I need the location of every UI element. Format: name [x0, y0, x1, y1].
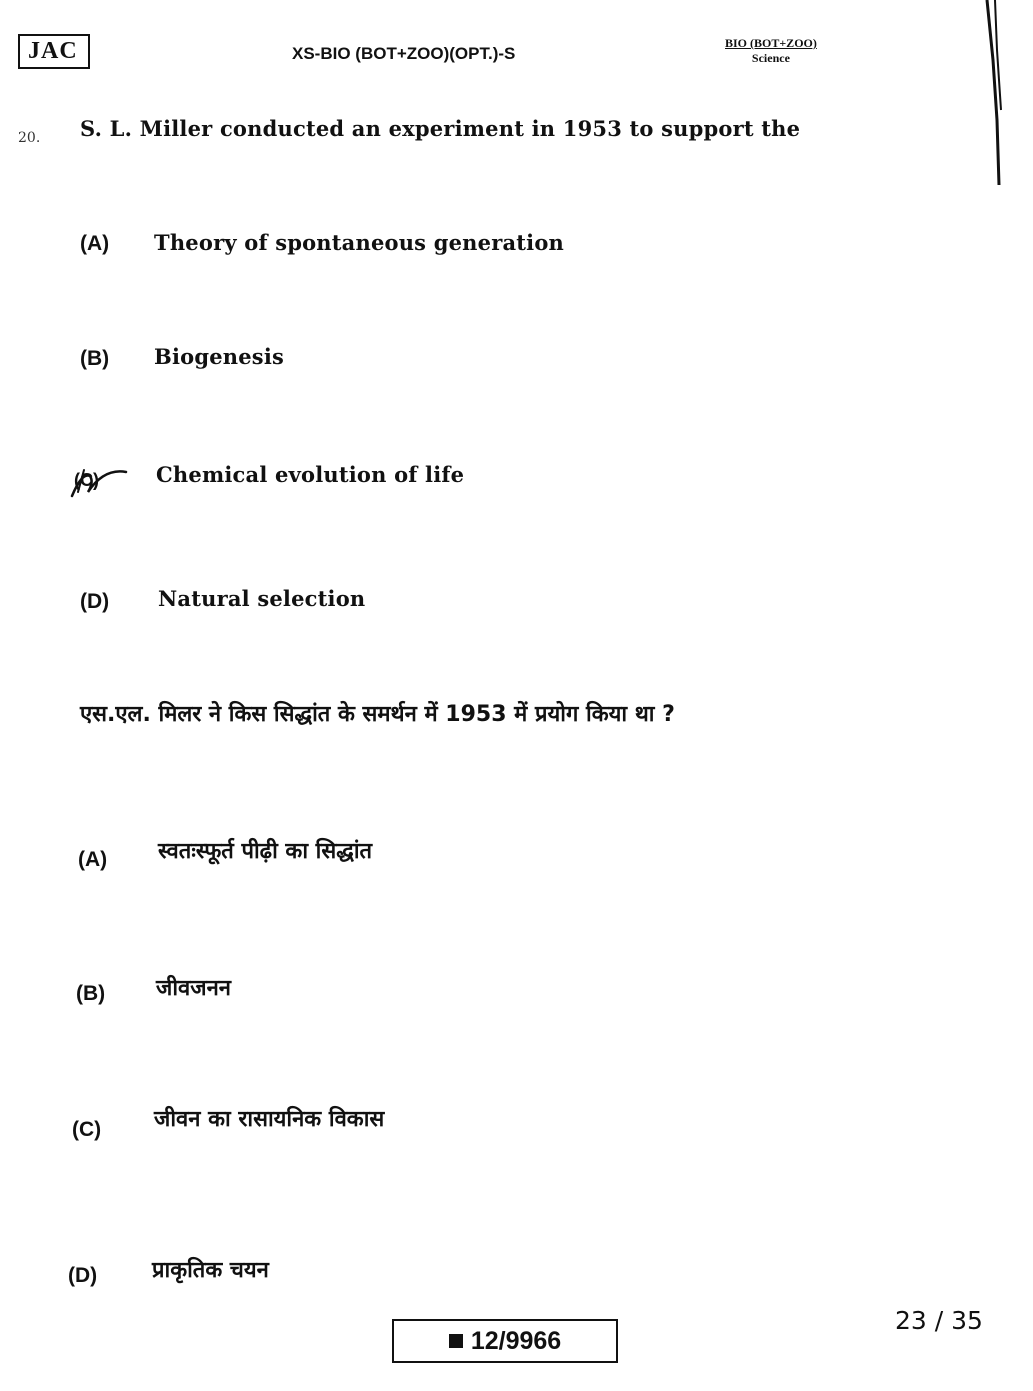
- option-a-hi-text: स्वतःस्फूर्त पीढ़ी का सिद्धांत: [158, 839, 373, 864]
- option-d-hi-text: प्राकृतिक चयन: [152, 1258, 269, 1283]
- option-c-text: Chemical evolution of life: [156, 462, 465, 487]
- booklet-code: 12/9966: [470, 1326, 562, 1355]
- option-d-text: Natural selection: [158, 586, 366, 611]
- subject-top: BIO (BOT+ZOO): [725, 36, 817, 50]
- option-b-label: (B): [80, 347, 110, 370]
- option-b-hi-text: जीवजनन: [156, 976, 231, 1001]
- subject-label: [725, 36, 817, 66]
- scan-edge-mark: [985, 0, 1003, 185]
- option-d-label: (D): [80, 590, 110, 613]
- square-bullet-icon: [449, 1334, 463, 1348]
- jac-badge: JAC: [18, 34, 90, 69]
- question-text-en: S. L. Miller conducted an experiment in 1953 to support the: [80, 116, 801, 141]
- option-b-text: Biogenesis: [154, 344, 285, 369]
- option-c-hi-label: (C): [72, 1118, 102, 1141]
- option-d-hi-label: (D): [68, 1264, 98, 1287]
- option-c-hi-text: जीवन का रासायनिक विकास: [154, 1107, 385, 1132]
- option-c-label: (C): [74, 470, 99, 490]
- page-number: 23 / 35: [895, 1306, 983, 1335]
- option-a-label: (A): [80, 232, 110, 255]
- option-b-hi-label: (B): [76, 982, 106, 1005]
- option-a-text: Theory of spontaneous generation: [154, 230, 565, 255]
- question-text-hi: एस.एल. मिलर ने किस सिद्धांत के समर्थन में 1953 में प्रयोग किया था ?: [80, 702, 675, 727]
- answer-tick-mark: [70, 462, 130, 502]
- booklet-code-box: [392, 1319, 618, 1363]
- paper-code: XS-BIO (BOT+ZOO)(OPT.)-S: [292, 44, 516, 63]
- subject-bottom: Science: [751, 51, 790, 65]
- option-a-hi-label: (A): [78, 848, 108, 871]
- question-number: 20.: [18, 130, 41, 146]
